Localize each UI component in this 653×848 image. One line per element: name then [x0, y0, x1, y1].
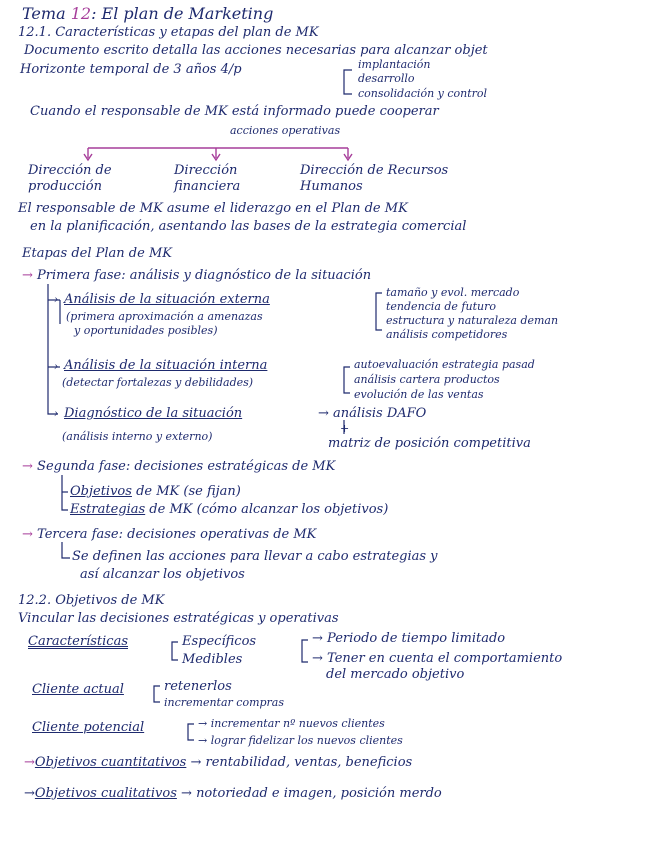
direction-rrhh: Dirección de Recursos Humanos	[300, 163, 449, 194]
line-liderazgo: El responsable de MK asume el liderazgo en el Plan de MK	[18, 201, 408, 216]
f3-line-1: Se definen las acciones para llevar a cabo estrategias y	[72, 549, 438, 564]
car-item: Específicos	[182, 634, 257, 649]
diag-dafo: → análisis DAFO	[318, 406, 427, 421]
car-right-1: → Periodo de tiempo limitado	[312, 631, 506, 646]
f2-objetivos	[70, 484, 241, 500]
int-item: análisis cartera productos	[354, 373, 500, 386]
f2-estrategias	[70, 502, 388, 518]
ext-title: Análisis de la situación externa	[64, 292, 270, 307]
diag-title: Diagnóstico de la situación	[64, 406, 243, 421]
phase-item: desarrollo	[358, 72, 415, 85]
fase-3-text: Tercera fase: decisiones operativas de MK	[37, 527, 317, 542]
f2-objetivos-rest: de MK (se fijan)	[131, 484, 241, 499]
line-documento: Documento escrito detalla las acciones necesarias para alcanzar objet	[24, 43, 488, 58]
f3-line-2: así alcanzar los objetivos	[80, 567, 245, 582]
section-12-2: 12.2. Objetivos de MK	[18, 593, 165, 608]
actual-item: incrementar compras	[164, 696, 285, 709]
int-sub: (detectar fortalezas y debilidades)	[62, 376, 254, 389]
int-title: Análisis de la situación interna	[64, 358, 268, 373]
obj-cualitativos-label: Objetivos cualitativos	[34, 786, 177, 801]
ext-sub-1: (primera aproximación a amenazas	[66, 310, 263, 323]
direction-produccion: Dirección de producción	[28, 163, 112, 194]
diag-sub: (análisis interno y externo)	[62, 430, 213, 443]
ext-item: tendencia de futuro	[386, 300, 496, 313]
direction-financiera: Dirección financiera	[174, 163, 241, 194]
diag-dafo-text: análisis DAFO	[333, 406, 427, 421]
car-right-1-text: Periodo de tiempo limitado	[327, 631, 506, 646]
obj-cualitativos-text: notoriedad e imagen, posición merdo	[196, 786, 442, 801]
obj-cualitativos: →Objetivos cualitativos → notoriedad e imagen, posición merdo	[24, 786, 442, 801]
fase-3: → Tercera fase: decisiones operativas de MK	[22, 527, 317, 542]
ext-sub-2: y oportunidades posibles)	[74, 324, 218, 337]
car-right-2: → Tener en cuenta el comportamiento	[312, 651, 563, 666]
car-label: Características	[28, 634, 128, 649]
phase-item: consolidación y control	[358, 87, 488, 100]
potencial-item: → incrementar nº nuevos clientes	[198, 717, 385, 730]
potencial-item: → lograr fidelizar los nuevos clientes	[198, 734, 403, 747]
title-prefix: Tema	[22, 4, 66, 23]
ext-item: análisis competidores	[386, 328, 508, 341]
fase-2: → Segunda fase: decisiones estratégicas de MK	[22, 459, 336, 474]
line-responsable: Cuando el responsable de MK está informado puede cooperar	[30, 104, 439, 119]
phase-item: implantación	[358, 58, 431, 71]
actual-label: Cliente actual	[32, 682, 124, 697]
car-right-2-text: Tener en cuenta el comportamiento	[327, 651, 563, 666]
etapas-title: Etapas del Plan de MK	[22, 246, 172, 261]
tree-arrow: ›	[54, 293, 59, 306]
fase-2-text: Segunda fase: decisiones estratégicas de MK	[37, 459, 336, 474]
potencial-label: Cliente potencial	[32, 720, 145, 735]
actual-item: retenerlos	[164, 679, 232, 694]
ext-item: tamaño y evol. mercado	[386, 286, 520, 299]
int-item: evolución de las ventas	[354, 388, 484, 401]
line-acciones-operativas: acciones operativas	[230, 124, 341, 137]
tree-arrow: ›	[54, 407, 59, 420]
line-planificacion: en la planificación, asentando las bases de la estrategia comercial	[30, 219, 467, 234]
diag-plus: +	[340, 422, 350, 435]
potencial-item-text: incrementar nº nuevos clientes	[210, 717, 385, 730]
f2-estrategias-rest: de MK (cómo alcanzar los objetivos)	[145, 502, 389, 517]
title-number: 12	[70, 4, 92, 23]
potencial-item-text: lograr fidelizar los nuevos clientes	[210, 734, 403, 747]
obj-cuantitativos: →Objetivos cuantitativos → rentabilidad, ventas, beneficios	[24, 755, 413, 770]
line-horizonte: Horizonte temporal de 3 años 4/p	[20, 62, 242, 77]
car-item: Medibles	[182, 652, 243, 667]
tree-arrow: ›	[54, 360, 59, 373]
section-12-1: 12.1. Características y etapas del plan de MK	[18, 25, 319, 40]
obj-cuantitativos-label: Objetivos cuantitativos	[34, 755, 187, 770]
ext-item: estructura y naturaleza deman	[386, 314, 559, 327]
line-vincular: Vincular las decisiones estratégicas y operativas	[18, 611, 339, 626]
int-item: autoevaluación estrategia pasad	[354, 358, 535, 371]
page-title	[22, 4, 273, 24]
f2-estrategias-label: Estrategias	[70, 502, 146, 517]
diag-matriz: matriz de posición competitiva	[328, 436, 531, 451]
title-rest: : El plan de Marketing	[91, 4, 274, 23]
f2-objetivos-label: Objetivos	[70, 484, 132, 499]
obj-cuantitativos-text: rentabilidad, ventas, beneficios	[205, 755, 413, 770]
car-right-3: del mercado objetivo	[326, 667, 465, 682]
fase-1: → Primera fase: análisis y diagnóstico de la situación	[22, 268, 372, 283]
fase-1-text: Primera fase: análisis y diagnóstico de la situación	[37, 268, 372, 283]
